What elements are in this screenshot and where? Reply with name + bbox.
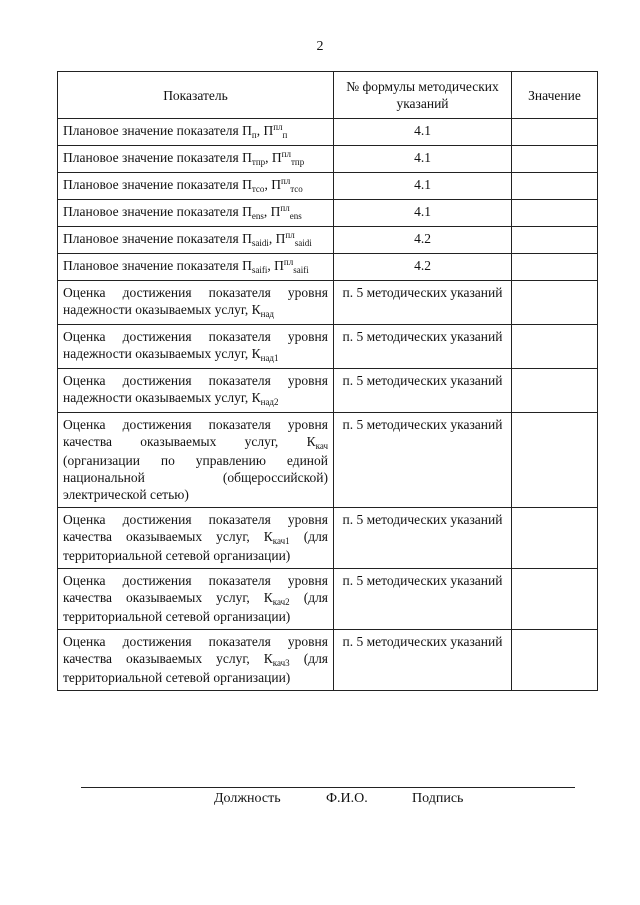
table-row: [58, 254, 598, 281]
indicator-text: (организации по управлению единой национальной (общероссийской) электрической сетью): [63, 453, 328, 502]
indicator-subscript: кач2: [272, 597, 290, 607]
indicator-subscript: п: [282, 130, 288, 140]
table-row: [58, 569, 598, 630]
indicator-subscript: п: [251, 130, 257, 140]
header-formula: № формулы методических указаний: [334, 72, 512, 119]
table-row: [58, 200, 598, 227]
value-cell[interactable]: [512, 146, 598, 173]
formula-cell: 4.1: [334, 200, 512, 227]
value-cell[interactable]: [512, 630, 598, 691]
indicator-text: (для территориальной сетевой организации): [63, 529, 329, 563]
table-row: [58, 325, 598, 369]
indicator-cell: [58, 569, 334, 630]
table-row: [58, 508, 598, 569]
indicator-cell: [58, 146, 334, 173]
table-row: [58, 119, 598, 146]
signature-sign-label: Подпись: [412, 791, 464, 806]
table-row: [58, 413, 598, 508]
indicator-subscript: saidi: [294, 238, 312, 248]
formula-cell: 4.1: [334, 119, 512, 146]
value-cell[interactable]: [512, 254, 598, 281]
indicator-text: Плановое значение показателя П: [63, 123, 252, 138]
formula-cell: п. 5 методических указаний: [334, 630, 512, 691]
indicator-subscript: saifi: [293, 265, 309, 275]
indicator-subscript: над2: [260, 397, 279, 407]
indicator-subscript: над1: [260, 353, 279, 363]
indicator-superscript: пл: [280, 203, 290, 213]
indicator-text: Плановое значение показателя П: [63, 150, 252, 165]
indicator-cell: [58, 119, 334, 146]
table-row: [58, 146, 598, 173]
formula-cell: п. 5 методических указаний: [334, 569, 512, 630]
signature-line: [81, 787, 575, 788]
header-indicator: Показатель: [58, 72, 334, 119]
indicator-cell: [58, 200, 334, 227]
table-row: [58, 227, 598, 254]
value-cell[interactable]: [512, 173, 598, 200]
formula-cell: п. 5 методических указаний: [334, 369, 512, 413]
indicator-superscript: пл: [281, 149, 291, 159]
indicator-text: Оценка достижения показателя уровня качества оказываемых услуг, К: [63, 634, 328, 666]
indicator-text: Плановое значение показателя П: [63, 204, 252, 219]
indicator-subscript: saidi: [251, 238, 269, 248]
value-cell[interactable]: [512, 200, 598, 227]
indicator-cell: [58, 508, 334, 569]
indicator-subscript: saifi: [251, 265, 268, 275]
indicator-superscript: пл: [280, 176, 291, 186]
formula-cell: 4.2: [334, 254, 512, 281]
indicator-subscript: кач: [315, 441, 328, 451]
indicator-cell: [58, 281, 334, 325]
indicator-text: Оценка достижения показателя уровня качества оказываемых услуг, К: [63, 573, 328, 605]
table-row: [58, 173, 598, 200]
formula-cell: 4.1: [334, 173, 512, 200]
formula-cell: п. 5 методических указаний: [334, 325, 512, 369]
table-body: [58, 119, 598, 691]
indicator-text: Плановое значение показателя П: [63, 231, 252, 246]
indicator-text: , П: [268, 231, 286, 246]
formula-cell: 4.1: [334, 146, 512, 173]
page-number: 2: [316, 39, 324, 54]
value-cell[interactable]: [512, 369, 598, 413]
indicator-text: (для территориальной сетевой организации): [63, 590, 329, 624]
indicator-subscript: кач3: [272, 658, 290, 668]
indicator-cell: [58, 630, 334, 691]
indicator-subscript: над: [260, 309, 275, 319]
indicators-table: [57, 71, 598, 691]
indicator-cell: [58, 254, 334, 281]
indicator-cell: [58, 369, 334, 413]
value-cell[interactable]: [512, 508, 598, 569]
indicator-cell: [58, 173, 334, 200]
indicator-text: Оценка достижения показателя уровня надежности оказываемых услуг, К: [63, 373, 328, 405]
indicator-text: Оценка достижения показателя уровня качества оказываемых услуг, К: [63, 512, 328, 544]
value-cell[interactable]: [512, 569, 598, 630]
indicator-subscript: тпр: [251, 157, 266, 167]
indicator-text: Плановое значение показателя П: [63, 177, 252, 192]
indicator-cell: [58, 325, 334, 369]
formula-cell: п. 5 методических указаний: [334, 281, 512, 325]
indicator-subscript: кач1: [272, 536, 290, 546]
value-cell[interactable]: [512, 227, 598, 254]
indicator-subscript: ens: [289, 211, 302, 221]
indicator-superscript: пл: [285, 230, 295, 240]
indicator-text: , П: [265, 150, 282, 165]
value-cell[interactable]: [512, 413, 598, 508]
indicator-subscript: тсо: [290, 184, 303, 194]
value-cell[interactable]: [512, 119, 598, 146]
indicator-text: Оценка достижения показателя уровня качества оказываемых услуг, К: [63, 417, 328, 449]
formula-cell: 4.2: [334, 227, 512, 254]
indicator-superscript: пл: [283, 257, 294, 267]
table-row: [58, 630, 598, 691]
indicator-text: Оценка достижения показателя уровня надежности оказываемых услуг, К: [63, 329, 328, 361]
indicator-text: , П: [267, 258, 284, 273]
indicator-text: , П: [263, 204, 281, 219]
indicator-text: , П: [264, 177, 281, 192]
value-cell[interactable]: [512, 325, 598, 369]
table-row: [58, 369, 598, 413]
formula-cell: п. 5 методических указаний: [334, 413, 512, 508]
indicator-text: Плановое значение показателя П: [63, 258, 252, 273]
signature-position-label: Должность: [214, 791, 281, 806]
indicator-cell: [58, 227, 334, 254]
indicator-superscript: пл: [273, 122, 283, 132]
table-row: [58, 281, 598, 325]
formula-cell: п. 5 методических указаний: [334, 508, 512, 569]
indicator-subscript: тпр: [290, 157, 305, 167]
indicator-subscript: тсо: [251, 184, 265, 194]
indicator-text: (для территориальной сетевой организации): [63, 651, 329, 685]
indicator-text: , П: [256, 123, 274, 138]
indicator-text: Оценка достижения показателя уровня надежности оказываемых услуг, К: [63, 285, 328, 317]
indicator-cell: [58, 413, 334, 508]
signature-name-label: Ф.И.О.: [326, 791, 368, 806]
value-cell[interactable]: [512, 281, 598, 325]
table-header-row: [58, 72, 598, 119]
indicator-subscript: ens: [251, 211, 264, 221]
header-value: Значение: [512, 72, 598, 119]
